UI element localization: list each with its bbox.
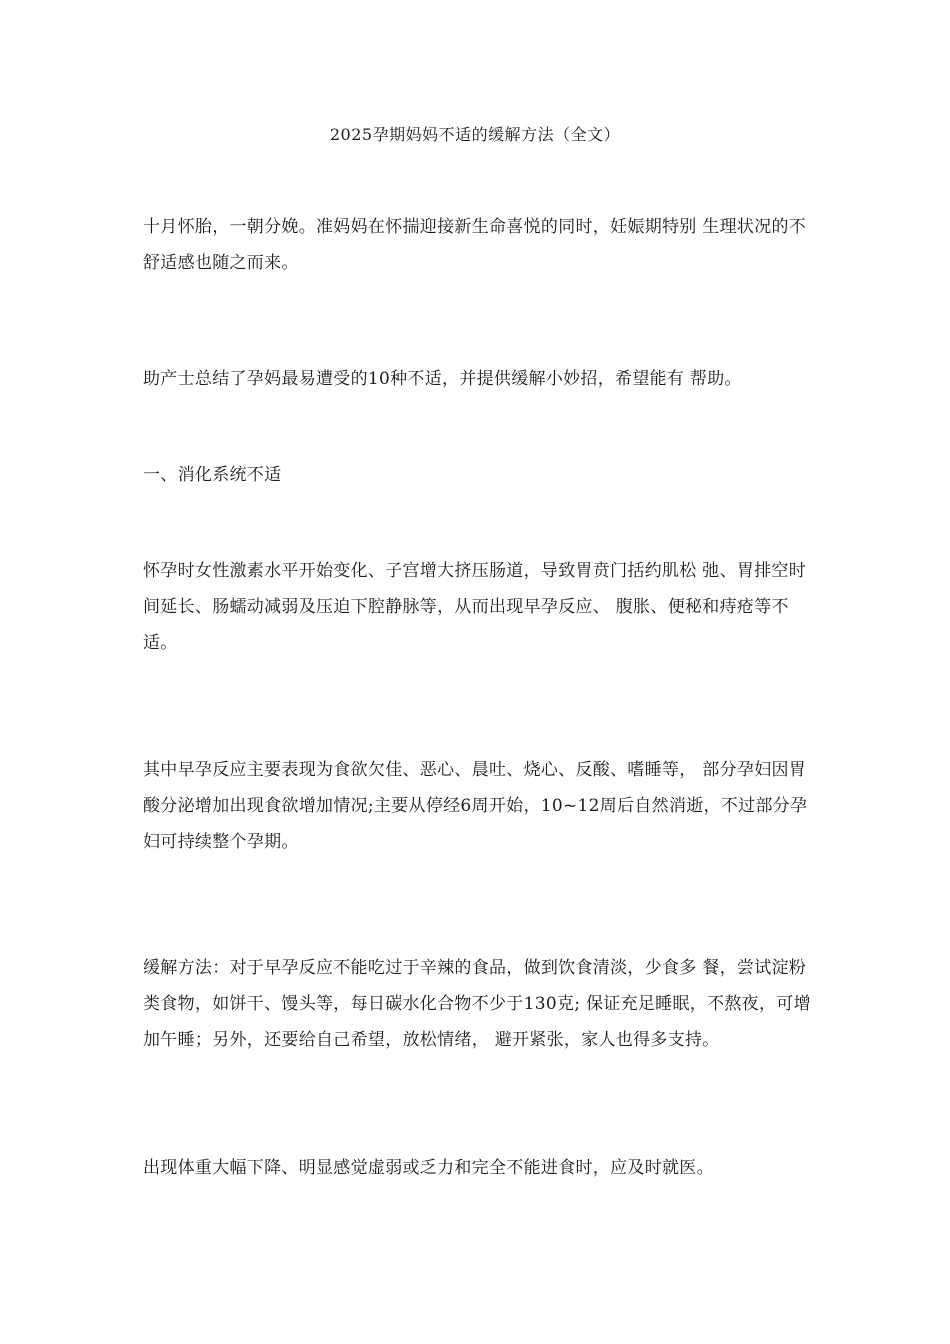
paragraph-seek-care: 出现体重大幅下降、明显感觉虚弱或乏力和完全不能进食时，应及时就医。: [143, 1158, 714, 1178]
paragraph-summary: 助产士总结了孕妈最易遭受的10种不适，并提供缓解小妙招，希望能有 帮助。: [143, 369, 742, 389]
document-title: 2025孕期妈妈不适的缓解方法（全文）: [329, 125, 621, 144]
paragraph-relief-methods: 缓解方法：对于早孕反应不能吃过于辛辣的食品，做到饮食清淡，少食多 餐，尝试淀粉类食物，如饼干、馒头等，每日碳水化合物不少于130克; 保证充足睡眠，不熬夜，可增加午睡；另外，还要给自己希望，放松情绪， 避开紧张，家人也得多支持。: [143, 958, 811, 1050]
section-heading-digestive: 一、消化系统不适: [143, 465, 282, 485]
paragraph-intro: 十月怀胎，一朝分娩。准妈妈在怀揣迎接新生命喜悦的同时，妊娠期特别 生理状况的不舒适感也随之而来。: [143, 217, 807, 273]
paragraph-causes: 怀孕时女性激素水平开始变化、子宫增大挤压肠道，导致胃贲门括约肌松 弛、胃排空时间延长、肠蠕动减弱及压迫下腔静脉等，从而出现早孕反应、 腹胀、便秘和痔疮等不适。: [143, 561, 807, 653]
paragraph-symptoms: 其中早孕反应主要表现为食欲欠佳、恶心、晨吐、烧心、反酸、嗜睡等， 部分孕妇因胃酸分泌增加出现食欲增加情况;主要从停经6周开始，10~12周后自然消逝，不过部分孕妇可持续整个孕期。: [143, 760, 808, 852]
